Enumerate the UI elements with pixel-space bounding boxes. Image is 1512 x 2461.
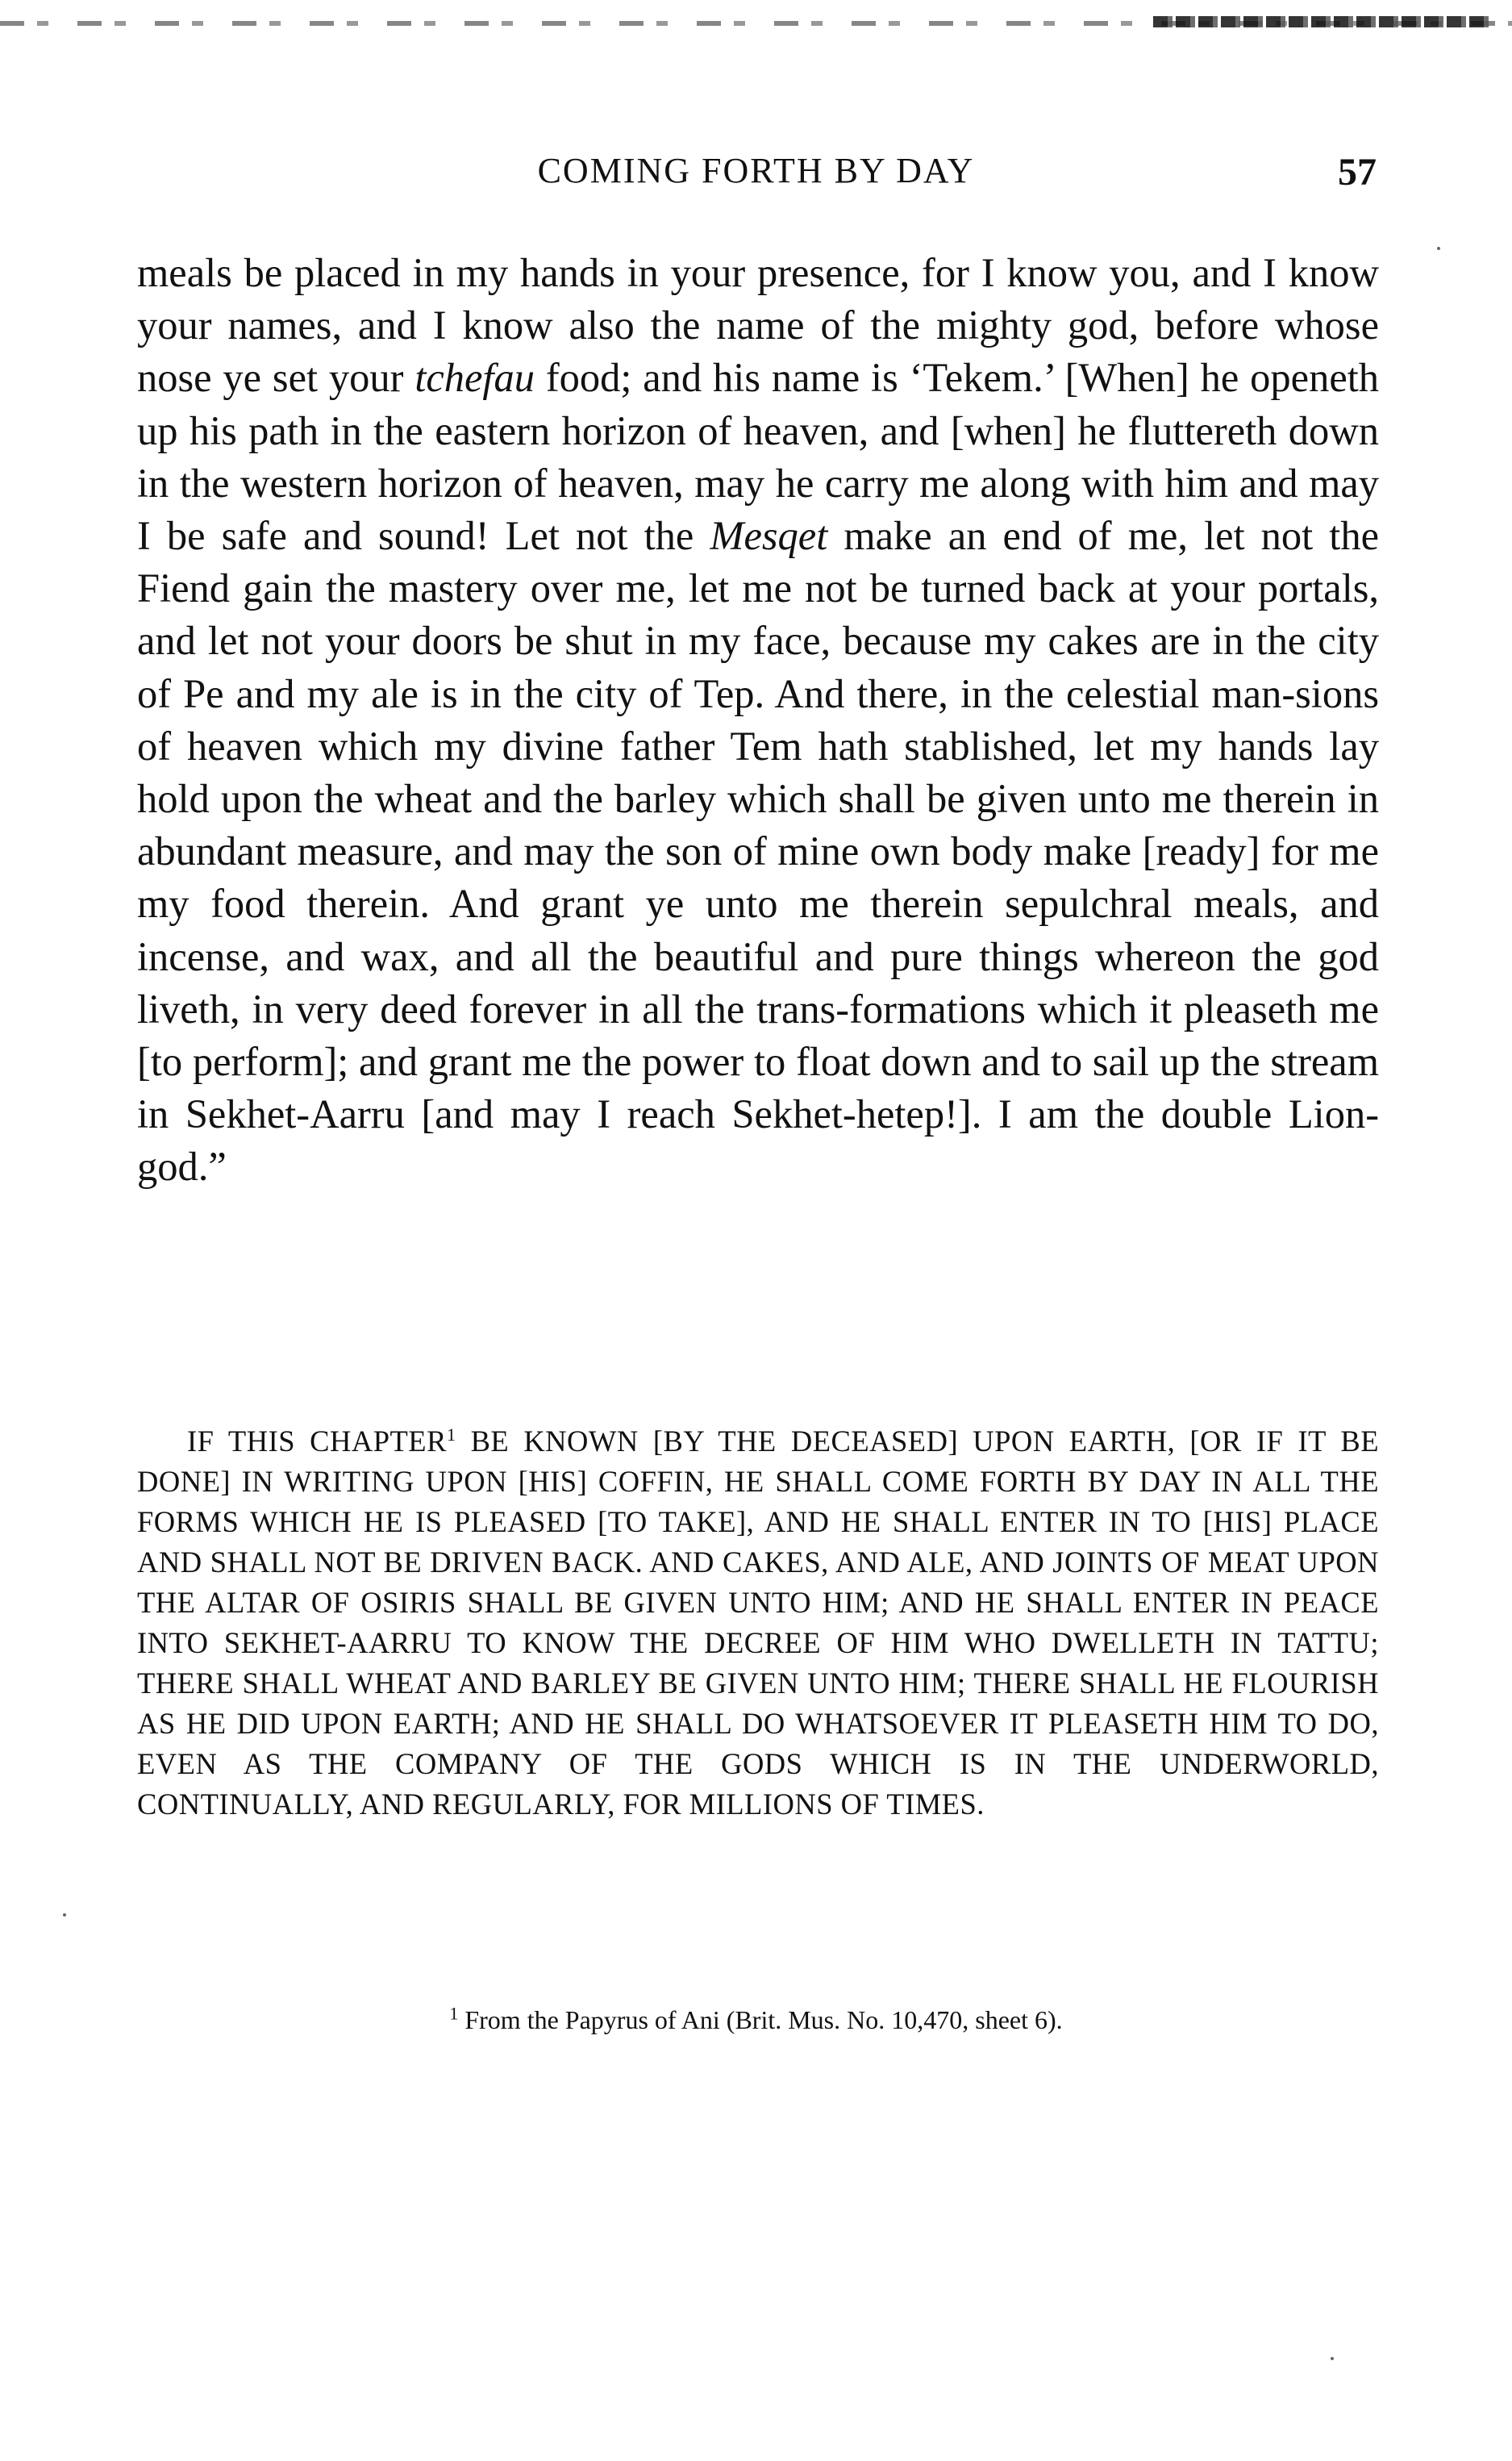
running-head: COMING FORTH BY DAY [537, 151, 975, 190]
rubric-paragraph [137, 1421, 1379, 1825]
body-line: an end of me, let not the Fiend gain the mastery over me, let [137, 513, 1380, 611]
body-line: be shut in my face, because my cakes are in the city of Pe and [137, 618, 1379, 716]
scan-speck [63, 1913, 66, 1917]
footnote-marker: 1 [446, 1424, 456, 1445]
body-line: and I know your names, and I know also the name of the [137, 250, 1380, 348]
body-line: shall be given unto me therein in abundant measure, and may [137, 776, 1380, 874]
page-number: 57 [1338, 151, 1377, 194]
rubric-lead: IF THIS CHAPTER [187, 1424, 447, 1458]
body-line: whereon the god liveth, in very deed forever in all the trans- [137, 933, 1380, 1032]
body-line: mighty god, before whose nose ye set your [137, 302, 1380, 401]
rubric-text: BE KNOWN [BY THE DECEASED] UPON EARTH, [OR IF IT BE DONE] IN WRITING UPON [HIS] COFFIN, HE SHALL COME FORTH BY DAY IN ALL THE FORMS WHICH HE IS PLEASED [TO TAKE], AND HE SHALL ENTER IN TO [HIS] PLACE AND SHALL NOT BE DRIVEN BACK. AND CAKES, AND ALE, AND JOINTS OF MEAT UPON THE ALTAR OF OSIRIS SHALL BE GIVEN UNTO HIM; AND HE SHALL ENTER IN PEACE INTO SEKHET-AARRU TO KNOW THE DECREE OF HIM WHO DWELLETH IN TATTU; THERE SHALL WHEAT AND BARLEY BE GIVEN UNTO HIM; THERE SHALL HE FLOURISH AS HE DID UPON EARTH; AND HE SHALL DO WHATSOEVER IT PLEASETH HIM TO DO, EVEN AS THE COMPANY OF THE GODS WHICH IS IN THE UNDERWORLD, CONTINUALLY, AND REGULARLY, FOR MILLIONS OF TIMES. [137, 1424, 1379, 1821]
footnote-text: From the Papyrus of Ani (Brit. Mus. No. 10,470, sheet 6). [464, 2005, 1063, 2034]
body-line: the son of mine own body make [ready] for me my food [137, 828, 1380, 927]
body-line: me not be turned back at your portals, and let not your doors [137, 565, 1379, 664]
body-line: formations which it pleaseth me [to perform]; and grant me [137, 986, 1379, 1085]
body-line: sions of heaven which my divine father Tem hath stablished, [137, 670, 1379, 769]
body-line: him and may I be safe and sound! Let not the [137, 460, 1380, 559]
italic-term: tchefau [414, 355, 535, 401]
footnote [0, 2005, 1512, 2035]
body-line: food; and [545, 355, 702, 401]
scan-speck [1331, 2357, 1334, 2360]
body-line: Lion-god.” [137, 1091, 1380, 1190]
body-line: let my hands lay hold upon the wheat and the barley which [137, 723, 1379, 822]
body-line: the western horizon of heaven, may he carry me along with [179, 460, 1154, 506]
italic-term: Mesqet [710, 513, 828, 559]
scan-edge-artifact-right [1153, 16, 1492, 27]
body-line: therein. And grant ye unto me therein sepulchral meals, and [306, 881, 1379, 927]
scan-speck [1437, 247, 1440, 250]
body-line: his name is ‘Tekem.’ [When] he openeth up his path in the [137, 355, 1380, 453]
body-paragraph [137, 247, 1379, 1194]
body-line: my ale is in the city of Tep. And there, in the celestial man- [306, 670, 1296, 716]
body-line: meals be placed in my hands in your presence, for I know you, [137, 250, 1181, 295]
footnote-marker: 1 [449, 2003, 459, 2024]
body-line: eastern horizon of heaven, and [when] he fluttereth down in [137, 407, 1380, 506]
body-line: the power to float down and to sail up the stream in Sekhet- [137, 1039, 1379, 1137]
body-line: incense, and wax, and all the beautiful and pure things [137, 933, 1079, 979]
body-line: Aarru [and may I reach Sekhet-hetep!]. I am the double [310, 1091, 1272, 1137]
body-line: make [843, 513, 932, 559]
